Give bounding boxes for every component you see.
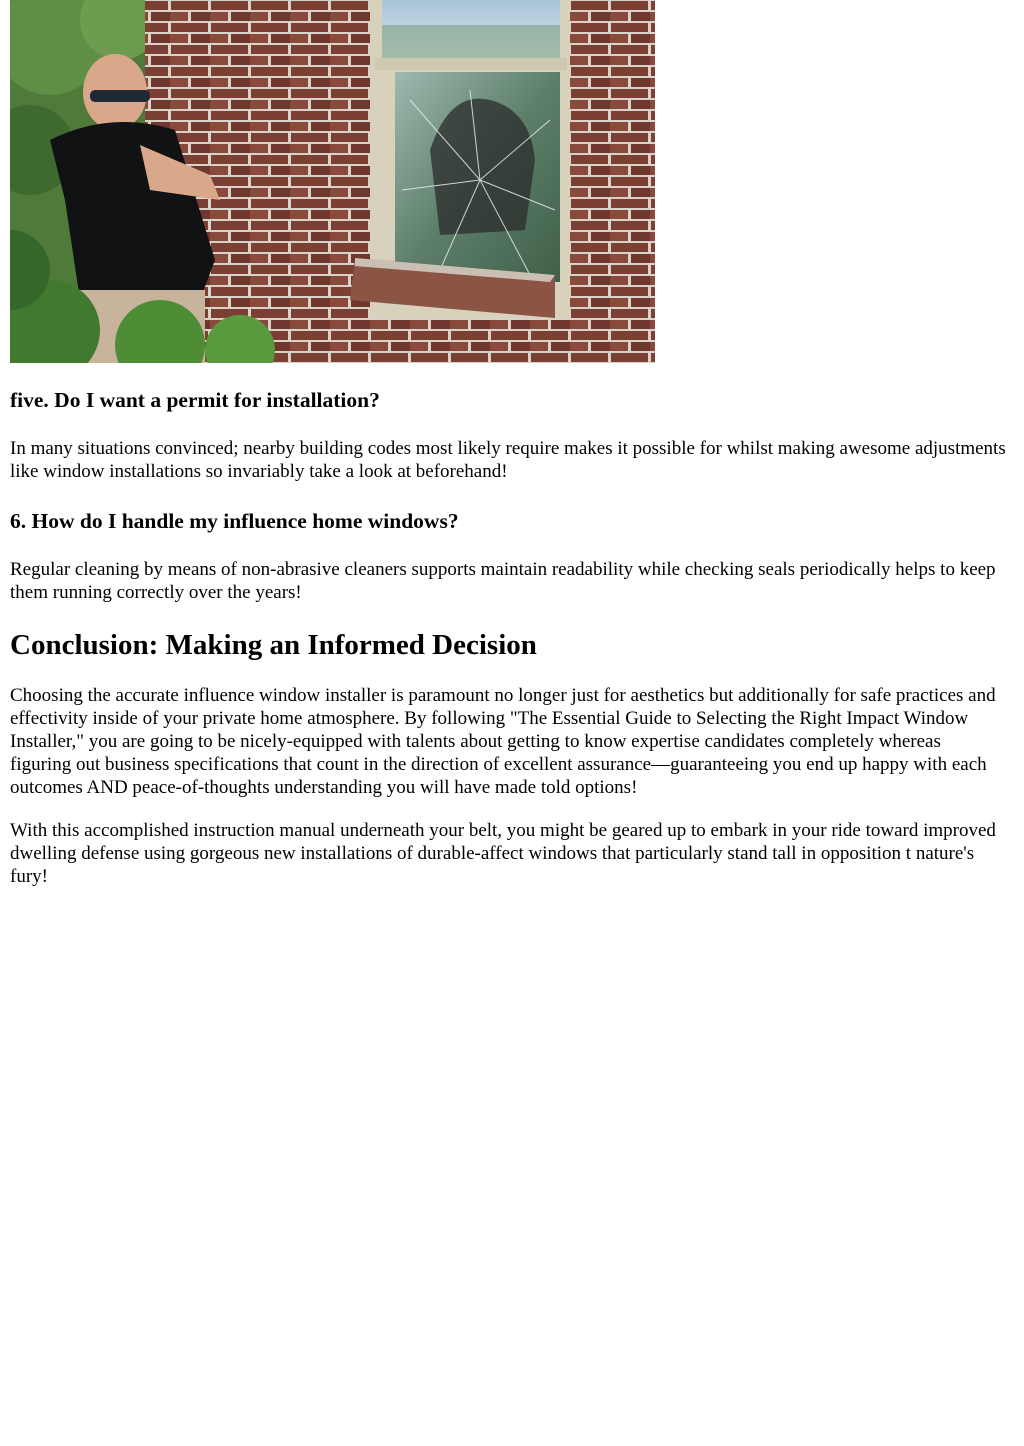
- article-body: [10, 378, 1006, 888]
- conclusion-heading: Conclusion: Making an Informed Decision: [10, 628, 537, 661]
- faq-question-6: 6. How do I handle my influence home windows?: [10, 508, 459, 533]
- faq-question-5: five. Do I want a permit for installation?: [10, 388, 380, 412]
- faq-answer-6: Regular cleaning by means of non-abrasive cleaners supports maintain readability while checking seals periodically helps to keep them running correctly over the years!: [10, 558, 996, 603]
- impact-window-photo: [10, 0, 655, 363]
- conclusion-paragraph-2: With this accomplished instruction manual underneath your belt, you might be geared up to embark in your ride toward improved dwelling defense using gorgeous new installations of durable-affect windows that particularly stand tall in opposition t nature's fury!: [10, 820, 996, 888]
- faq-answer-5: In many situations convinced; nearby building codes most likely require makes it possible for whilst making awesome adjustments like window installations so invariably take a look at beforehand!: [10, 437, 1006, 482]
- conclusion-paragraph-1: Choosing the accurate influence window installer is paramount no longer just for aesthetics but additionally for safe practices and effectivity inside of your private home atmosphere. By following "The Essential Guide to Selecting the Right Impact Window Installer," you are going to be nicely-equipped with talents about getting to know expertise candidates completely whereas figuring out business specifications that count in the direction of excellent assurance—guaranteeing you end up happy with each outcomes AND peace-of-thoughts understanding you will have made told options!: [10, 685, 996, 799]
